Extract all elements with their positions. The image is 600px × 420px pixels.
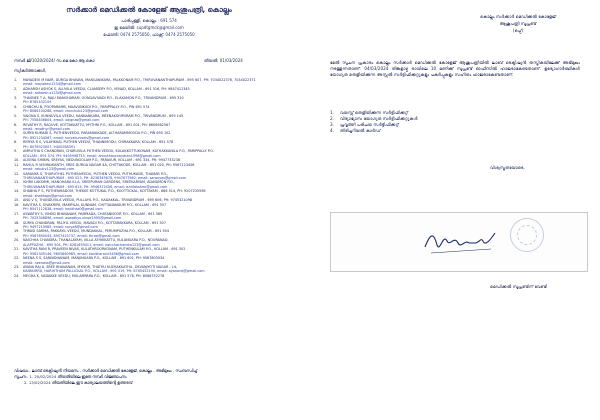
recipient-text: SHABHA P S, PUTHENMADOM, THEKKE KOTTUKAL P.O., KOOTTICKAL, KOTTAYAM - 686 514, PH: 9207235598 [23, 189, 206, 194]
recipient-text: PH: 8078923007, 9400288391 [23, 144, 76, 149]
recipient-text: PH: 8765432109 [23, 100, 52, 105]
salutation: സ്വീകർത്താക്കൾ, [14, 68, 47, 73]
recipient-text: email: shabhaps@gmail.com [23, 193, 72, 198]
recipient-number: 22. [14, 256, 20, 261]
recipient-text: RAHUL R VISHNUKANTH, SREE DURGA NAGAR 4A, CHITTAKODE, KOLLAM - 691 020, PH: 9567123456 [23, 162, 195, 167]
document-list-number: 1. [330, 110, 334, 115]
recipient-number: 8. [14, 140, 18, 145]
document-list-item [330, 128, 580, 134]
recipient-text: email: revathyr@gmail.com [23, 126, 71, 131]
recipient-text: PH: 8547112838, email: kavithas0@gmail.com [23, 207, 103, 212]
recipient-text: THIRUVANANTHAPURAM - 695 614, PH: 9946372456, email: ishrilakshmi@gmail.com [23, 184, 168, 189]
subject-line: വിഷയം:- ലാബ് ടെക്നിഷ്യൻ നിയമനം - സർക്കാർ മെഡിക്കൽ കോളേജ്, കൊല്ലം - അഭിമുഖം - സംബന്ധിച്ച് [14, 368, 198, 373]
recipient-text: ASWATHY S, VINOD BHAVANAM, PAMMADA, CHATANNOOR P.O., KOLLAM - 691 589 [23, 211, 163, 216]
recipient-number: 24. [14, 273, 20, 278]
recipient-number: 7. [14, 131, 18, 136]
recipient-text: PH: 8086100288, email: chinchub123@gmail.com [23, 109, 109, 114]
recipient-number: 17. [14, 211, 20, 216]
recipient-text: REVATHY R, RAGUVE, KOTTAKKATTU, MYTHRI P.O., KOLLAM - 691 001, PH: 8606582567 [23, 122, 171, 127]
recipient-text: SARANYA S, THURUTHEL PUTHENVEEDU, PUTHEN VEEDU, PUTHUKADE, THAMAR P.O., [23, 171, 169, 176]
recipient-text: PH: 9567890043, 8907425737, email: thrasi@gmail.com [23, 233, 120, 238]
recipient-number: 15. [14, 198, 20, 203]
document-list-text: പ്രവൃത്തി പരിചയ സർട്ടിഫിക്കറ്റ് [340, 122, 399, 128]
recipient-number: 12. [14, 171, 20, 176]
recipient-text: AYANA RAJ A, SREE BHAVANAM, MYNOR, THATHU KUZHAKKATHIL, DEVANJYOTI NAGAR - 14, [23, 265, 178, 270]
recipient-text: THASNEE T A, RAJU MANOHARAM, OONGAVIVADI P.O., ELAKAMON P.O., TRIVANDRUM - 695 310 [23, 95, 184, 100]
reference-line-1: സൂചന:- 1. 20/02/2024 തീയതിയിലെ ഇതേ നമ്പർ വിജ്ഞാപനം [14, 374, 127, 380]
recipient-number: 16. [14, 202, 20, 207]
recipient-text: email: mayadevi1234@gmail.com [23, 82, 81, 87]
recipient-text: PH: 9497210985, email: surya8@gmail.com [23, 224, 98, 229]
recipient-text: ALAPPUZHA - 690 504, PH: 8281659411, email: naicchachandra123@gmail.com [23, 242, 160, 247]
reference-date: തീയതി: 01/03/2024 [204, 58, 243, 63]
document-list-text: വയസ്സ് തെളിയിക്കുന്ന സർട്ടിഫിക്കറ്റ് [340, 110, 409, 115]
recipient-number: 19. [14, 229, 20, 234]
subject-block [14, 368, 300, 387]
recipient-text: AMRUTHA S CHANDRAN, CHARUVILA PUTHEN VEEDU, KULAKKOTTUKONAM, KATHAKKANILA P.O., PARIPPALLY P.O. [23, 149, 214, 154]
right-header-1: കൊല്ലം സർക്കാർ മെഡിക്കൽ കോളേജ് [480, 14, 556, 19]
recipient-text: CHINCHU B, POOPARAMB, MAAVUNKUDI P.O., PARIPPALLY P.O., PIN 691 574 [23, 104, 150, 109]
recipient-text: email: neenass@gmail.com [23, 260, 70, 265]
recipient-number: 11. [14, 162, 20, 167]
recipient-text: THIRUVANANTHAPURAM - 695 023, PH: 6238345678, 9947677962, email: saranyas@gmail.com [23, 175, 187, 180]
recipient-text: KOLLAM - 691 574, PH: 9495998755, email: amruthaschandran1998@gmail.com [23, 153, 161, 158]
document-list-text: വിദ്യാഭ്യാസ യോഗ്യത സർട്ടിഫിക്കറ്റുകൾ [340, 116, 418, 122]
recipient-text: MEGHA K, VADAKKE VEEDU, MULAMPARA P.O., KOLLAM - 691 576, PH: 8086752276 [23, 273, 165, 278]
reference-line-2: 2. 13/02/2024 തീയതിയിലെ ഈ കാര്യാലയത്തിന്റെ ഉത്തരവ് [24, 380, 133, 386]
document-list-number: 3. [330, 122, 334, 128]
signature-box [330, 212, 588, 272]
recipient-text: email: rahulrv123@gmail.com [23, 167, 75, 172]
letterhead-address-3: ഫോൺ: 0474 2575050, ഫാക്സ്: 0474 2575050 [103, 32, 195, 37]
letterhead-address-1: പാരിപ്പള്ളി, കൊല്ലം - 691 574 [121, 18, 177, 23]
recipient-text: ALEENA SHIBIN, SREYAS, NEDUNGOLAM P.O., PARAVUR, KOLLAM - 691 334, PH: 9947733238 [23, 158, 181, 163]
recipient-text: NEENA S S, SANNIDHANAM, MANJINGARA P.O., KOLLAM - 691 601, PH: 9567803034 [23, 256, 165, 261]
recipient-text: PH: 7025346898, email: aswathys.vinod1995@gmail.com [23, 216, 122, 221]
recipient-list [14, 78, 300, 278]
signature-image [421, 219, 501, 261]
recipient-number: 10. [14, 158, 20, 163]
recipient-number: 4. [14, 104, 18, 109]
recipient-text: PH: 7558446804, email: vaignas@gmail.com [23, 118, 100, 123]
recipient-text: SURYA CHANDRAN, PALIYIL VEEDU, MAVADI P.O., KOTTARAKKARA, KOLLAM - 691 507 [23, 220, 166, 225]
recipient-text: SURYA KUMARI S, PUTHENVEEDU, PARAMAKKADE, ALTHARAMMOODU P.O., PIN 690 102 [23, 131, 171, 136]
document-list-text: തിരിച്ചറിയൽ കാർഡ് [340, 128, 381, 134]
recipient-text: MAYADEVI M NAIR, DURGA BHAVAN, MANGANIKARA, PALKKONAM P.O., THIRUVANANTHAPURAM - 695 607, PH: 7034022376, 7034022371 [23, 78, 256, 82]
recipient-text: PH: 9562345146, 9605860985, email: kavitharanir3456@gmail.com [23, 251, 140, 256]
recipient-number: 14. [14, 189, 20, 194]
recipient-text: KAVITHA S, SIVAKRIPA, MAMPILAI, KUNNAM, CHITTANANDUM P.O., KOLLAM - 691 557 [23, 202, 167, 207]
recipient-text: KANNURRU, HARIHTHAM PALLICKAL P.O., KOLLAM - 691 019, PH: 8765432190, email: ayanaraj@gmail.com [23, 269, 205, 274]
recipient-text: THRASI SARMA, PAKKAYIL VEEDU, MUNDAKKAL, PERUMPUZHA P.O., KOLLAM - 691 504 [23, 229, 169, 234]
letterhead-address-2: ഇ മെയിൽ: supdtgmck@gmail.com [114, 25, 184, 30]
signature-label: മെഡിക്കൽ സൂപ്രണ്ടിന് വേണ്ടി [490, 284, 548, 289]
right-header-3: (ഒപ്പ്) [512, 28, 524, 33]
recipient-text: KAVITHA RANI R, PRAVEEN NIVAS, KULATHROORKONAM, PUTHENKULAM P.O., KOLLAM - 691 302 [23, 247, 186, 252]
recipient-number: 21. [14, 247, 20, 252]
recipient-text: ADHARSH ASHOK S, ALUVILA VEEDU, CLAMSERY P.O, VENAD, KOLLAM - 691 516, PH: 9847412345 [23, 86, 190, 91]
recipient-text: NAICHHA CHANDRA, THANALAYAM, VILLA ATHIKKATTU, KULANGARA P.O., NOORANAD, [23, 238, 169, 243]
document-list [330, 110, 580, 134]
recipient-text: REMYA R S, VILAYIKKAL PUTHEN VEEDU, THANNIMODU, CHIRAKKARA, KOLLAM - 691 578 [23, 140, 174, 145]
recipient-number: 20. [14, 238, 20, 243]
recipient-text: ANU V S, THUNDUVILA VEEDU, PULLAYIL P.O., KADAKKAL, TRIVANDRUM - 695 606, PH: 9745321098 [23, 198, 193, 203]
recipient-number: 3. [14, 95, 18, 100]
recipient-number: 18. [14, 220, 20, 225]
faithfully-text: വിശ്വസ്തതയോടെ, [490, 165, 525, 170]
right-column [300, 0, 600, 420]
right-header-2: ആശുപത്രി സൂപ്രണ്ട് [499, 21, 537, 26]
letterhead-title: സർക്കാർ മെഡിക്കൽ കോളേജ് ആശുപത്രി, കൊല്ലം [66, 6, 232, 14]
office-seal [510, 218, 544, 252]
recipient-number: 9. [14, 149, 18, 154]
body-paragraph: മേൽ സൂചന പ്രകാരം കൊല്ലം സർക്കാർ മെഡിക്കൽ കോളേജ് ആശുപത്രിയിൽ ലാബ് ടെക്നിഷ്യൻ തസ്തികയിലേക്ക് അഭിമുഖം നടത്തുന്നതാണ്. 04/03/2024 തിങ്കളാഴ്ച രാവിലെ 10 മണിക്ക് സൂപ്രണ്ട് ഓഫീസിൽ ഹാജരാകേണ്ടതാണ്. ഉദ്യോഗാർത്ഥികൾ യോഗ്യത തെളിയിക്കുന്ന അസ്സൽ സർട്ടിഫിക്കറ്റുകളും പകർപ്പുകളും സഹിതം ഹാജരാകേണ്ടതാണ്. [330, 60, 580, 78]
recipient-number: 6. [14, 122, 18, 127]
recipient-text: PH: 8921234567, email: suryakumaris@gmail.com [23, 135, 110, 140]
recipient-number: 23. [14, 265, 20, 270]
recipient-number: 5. [14, 113, 18, 118]
recipient-number: 13. [14, 180, 20, 185]
reference-number: നമ്പർ ജി/1020/2024/ സ.മെ.കോ.ആ.കൊ [14, 58, 95, 63]
document-list-number: 2. [330, 116, 334, 122]
recipient-text: email: adharsh.s1234@gmail.com [23, 91, 81, 96]
recipient-number: 2. [14, 86, 18, 91]
recipient-number: 1. [14, 78, 18, 82]
recipient-text: ISHRII LAKSHMI, MANOHARA ILLA, SREEPURAM GARDENS, SREEKARYAM, ADAYAMON P.O., [23, 180, 175, 185]
recipient-entry [14, 274, 300, 278]
recipient-text: VAIGNA S, KUNNUVILA VEEDU, KANNANKARA, MEENAKSHIPURAM P.O., TRIVANDRUM - 695 145 [23, 113, 184, 118]
document-list-number: 4. [330, 128, 334, 134]
